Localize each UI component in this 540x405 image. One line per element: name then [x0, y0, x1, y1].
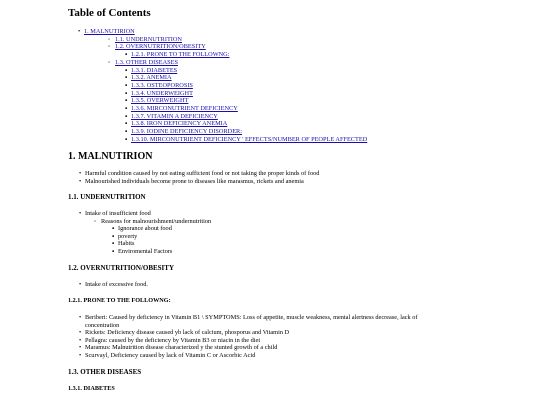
list-item [85, 329, 289, 337]
toc-link-underweight[interactable]: 1.3.4. UNDERWEIGHT [131, 89, 193, 97]
list-item-text: poverty [118, 232, 138, 240]
toc-link-vitamin-a[interactable]: 1.3.7. VITAMIN A DEFICIENCY [131, 112, 218, 120]
list-item-text: Harmful condition caused by not eating sufficient food or not taking the proper kinds of food [85, 170, 320, 177]
toc-link-diabetes[interactable]: 1.3.1. DIABETES [131, 66, 178, 74]
section-heading-overnutrition: 1.2. OVERNUTRITION/OBESITY [68, 264, 174, 272]
section-heading-prone: 1.2.1. PRONE TO THE FOLLOWNG: [68, 297, 171, 304]
list-item-text: Malnourished individuals become prone to diseases like marasmus, rickets and anemia [85, 177, 304, 185]
list-item-text: Pellagra: caused by the deficiency by Vitamin B3 or niacin in the diet [85, 336, 261, 344]
list-item-continuation [85, 322, 119, 330]
list-item-text: Rickets: Deficiency disease caused yb lack of calcium, phosporus and Vitamin D [85, 329, 290, 337]
list-item [85, 337, 260, 345]
toc-link-micronutrient-effects[interactable]: 1.3.10. MIRCONUTRIENT DEFICIENCY ' EFFECTS/NUMBER OF PEOPLE AFFECTED [131, 135, 368, 143]
list-item [85, 344, 277, 352]
list-item-text: Ignorance about food [118, 225, 172, 233]
list-item [85, 314, 418, 322]
section-heading-other-diseases: 1.3. OTHER DISEASES [68, 368, 142, 376]
toc-link-iron-deficiency[interactable]: 1.3.8. IRON DEFICIENCY ANEMIA [131, 120, 228, 128]
list-item-text: Enviromental Factors [118, 248, 173, 255]
toc-link-prone[interactable]: 1.2.1. PRONE TO THE FOLLOWNG: [131, 51, 230, 59]
list-item-text: Beriberi: Caused by deficiency in Vitamin B1 \ SYMPTOMS: Loss of appetite, muscle weakness, mental alertness decrease, lack of [85, 314, 418, 321]
list-item-text: Maramus: Malnutrition disease characterized y the stunted growth of a child [85, 344, 278, 352]
list-item-text: Scurvayl, Deficiency caused by lack of Vitamin C or Ascorbic Acid [85, 352, 256, 359]
list-item-text: Habits [118, 240, 135, 248]
bullet-icon [79, 337, 81, 345]
list-item-text: Intake of insufficient food [85, 210, 151, 217]
toc-link-other-diseases[interactable]: 1.3. OTHER DISEASES [115, 58, 178, 66]
toc-link-malnutrition[interactable]: 1. MALNUTIRION [84, 28, 135, 35]
toc-link-overweight[interactable]: 1.3.5. OVERWEIGHT [131, 97, 189, 105]
bullet-icon [79, 329, 81, 337]
section-heading-malnutrition: 1. MALNUTIRION [68, 151, 153, 162]
bullet-icon [79, 314, 81, 322]
list-item [85, 352, 255, 360]
list-item-text: Intake of excessive food. [85, 281, 148, 288]
bullet-icon [79, 344, 81, 352]
toc-link-overnutrition[interactable]: 1.2. OVERNUTRITION/OBESITY [115, 43, 206, 51]
toc-link-anemia[interactable]: 1.3.2. ANEMIA [131, 74, 172, 82]
toc-link-micronutrient-deficiency[interactable]: 1.3.6. MIRCONUTRIENT DEFICIENCY [131, 105, 238, 112]
bullet-icon [79, 352, 81, 360]
toc-link-undernutrition[interactable]: 1.1. UNDERNUTRITION [115, 35, 182, 43]
section-heading-undernutrition: 1.1. UNDERNUTRITION [68, 193, 146, 201]
section-heading-diabetes: 1.3.1. DIABETES [68, 385, 115, 392]
toc-title: Table of Contents [68, 7, 151, 19]
list-item-text: Reasons for malnourishment/undernutrition [101, 217, 212, 225]
toc-link-iodine-deficiency[interactable]: 1.3.9. IODINE DEFICIENCY DISORDER: [131, 128, 243, 136]
toc-link-osteoporosis[interactable]: 1.3.3. OSTEOPOROSIS [131, 81, 193, 89]
list-item-text: concentration [85, 321, 120, 329]
